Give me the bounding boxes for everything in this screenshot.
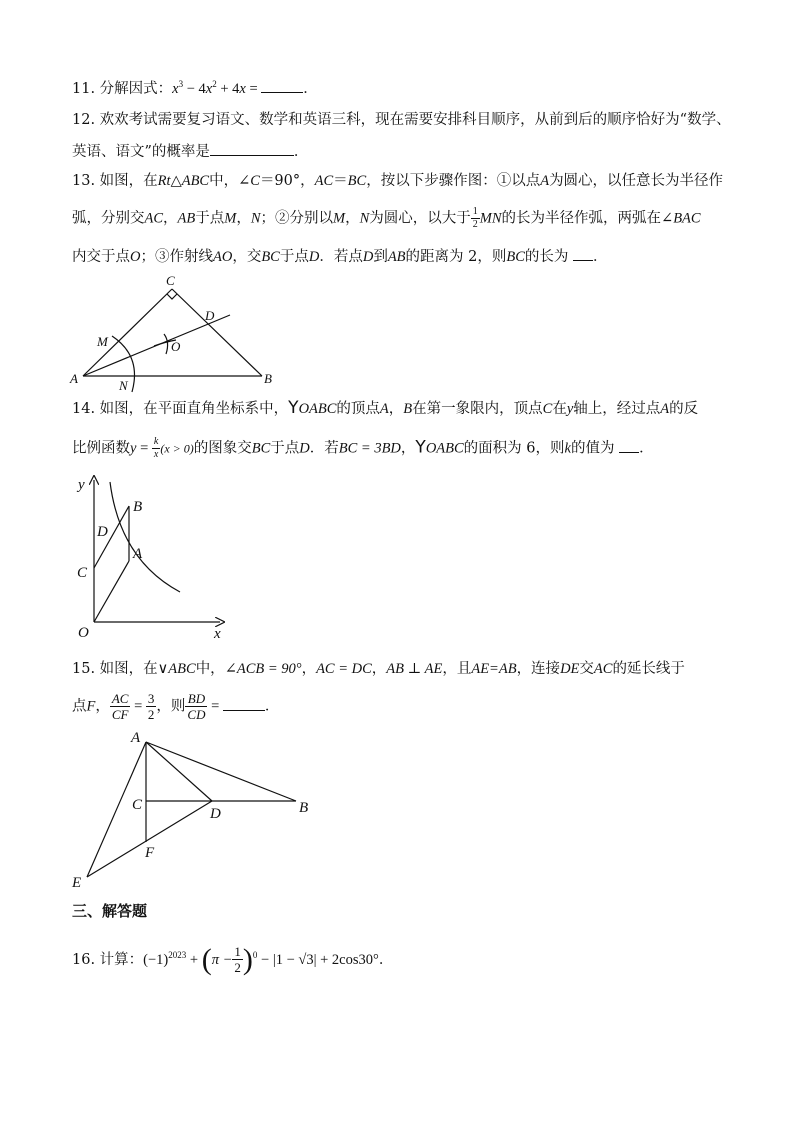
question-15-line-1: 15. 如图，在∨ABC中，∠ACB = 90°，AC = DC，AB ⊥ AE，且AE=AB，连接DE交AC的延长线于 xyxy=(72,661,685,677)
label-f: F xyxy=(145,845,155,861)
segment-ad xyxy=(146,742,212,801)
label-b: B xyxy=(133,499,143,515)
fraction-half: $\frac{1}{2}$ xyxy=(472,206,478,230)
q11-expr: $x^3 - 4x^2 + 4x$ = xyxy=(172,79,262,97)
label-a: A xyxy=(70,371,78,386)
answer-blank xyxy=(619,438,639,453)
question-14-line-2: 比例函数y = $\frac{k}{x}$ (x > 0)的图象交BC于点D．若BC = 3BD，YOABC的面积为 6，则k的值为 ． xyxy=(72,436,654,460)
label-m: M xyxy=(97,334,108,349)
q13-figure xyxy=(60,268,300,393)
label-a: A xyxy=(133,546,143,562)
segment-ed xyxy=(87,801,212,877)
section-heading: 三、解答题 xyxy=(72,902,148,920)
label-d: D xyxy=(97,524,108,540)
question-14-line-1: 14. 如图，在平面直角坐标系中，YOABC的顶点A，B在第一象限内，顶点C在y轴上，经过点A的反 xyxy=(72,398,699,418)
label-c: C xyxy=(77,565,88,581)
label-y: y xyxy=(78,477,85,493)
question-12-line-2: 英语、语文”的概率是 ． xyxy=(72,141,308,161)
segment-cb xyxy=(172,289,262,376)
label-a: A xyxy=(131,730,141,746)
question-13-line-3: 内交于点O；③作射线AO，交BC于点D．若点D到AB的距离为 2，则BC的长为 ． xyxy=(72,246,608,266)
question-15-line-2: 点F， $\frac{AC}{CF}$ = $\frac{3}{2}$ ，则 $\frac{BD}{CD}$ = ． xyxy=(72,691,280,722)
question-11: 11. 分解因式：$x^3 - 4x^2 + 4x$ = ． xyxy=(72,79,318,97)
question-12-line-1: 12. 欢欢考试需要复习语文、数学和英语三科，现在需要安排科目顺序，从前到后的顺序恰好为“数学、 xyxy=(72,112,731,128)
label-n: N xyxy=(119,378,128,393)
label-e: E xyxy=(72,875,82,891)
label-x: x xyxy=(214,626,221,642)
fraction-three-halves: $\frac{3}{2}$ xyxy=(147,691,155,722)
label-b: B xyxy=(264,371,272,386)
segment-ac xyxy=(83,289,172,376)
question-16: 16. 计算：$(-1)^{2023} + (\pi$ − $\frac{1}{2}$ )$^0$ − |1 − √3| + 2cos30°． xyxy=(72,942,394,976)
q15-figure xyxy=(66,728,316,890)
close-paren: ) xyxy=(242,942,253,976)
fraction-k-over-x: $\frac{k}{x}$ xyxy=(153,436,159,460)
answer-blank xyxy=(573,246,593,261)
q11-label: 11. 分解因式： xyxy=(72,80,173,97)
label-b: B xyxy=(299,800,309,816)
label-o: O xyxy=(78,625,89,641)
answer-blank xyxy=(210,141,294,156)
q14-figure xyxy=(70,475,230,645)
answer-blank xyxy=(223,696,265,711)
label-d: D xyxy=(210,806,221,822)
fraction-bd-cd: $\frac{BD}{CD}$ xyxy=(187,691,206,722)
segment-oa xyxy=(94,561,129,622)
question-13-line-1: 13. 如图，在Rt△ABC中，∠C＝90°，AC＝BC，按以下步骤作图：①以点A为圆心，以任意长为半径作 xyxy=(72,173,724,189)
arc-o-1 xyxy=(164,334,168,354)
label-d: D xyxy=(205,308,215,323)
open-paren: ( xyxy=(201,942,212,976)
question-13-line-2: 弧，分别交AC，AB于点M，N；②分别以M，N为圆心，以大于 $\frac{1}{2}$ MN的长为半径作弧，两弧在∠BAC xyxy=(72,206,701,230)
answer-blank xyxy=(261,78,303,93)
right-angle-mark xyxy=(167,294,177,299)
fraction-half: $\frac{1}{2}$ xyxy=(234,944,241,976)
segment-ab xyxy=(146,742,296,801)
label-c: C xyxy=(132,797,143,813)
label-c: C xyxy=(166,273,175,288)
fraction-ac-cf: $\frac{AC}{CF}$ xyxy=(111,691,129,722)
label-o: O xyxy=(171,339,181,354)
